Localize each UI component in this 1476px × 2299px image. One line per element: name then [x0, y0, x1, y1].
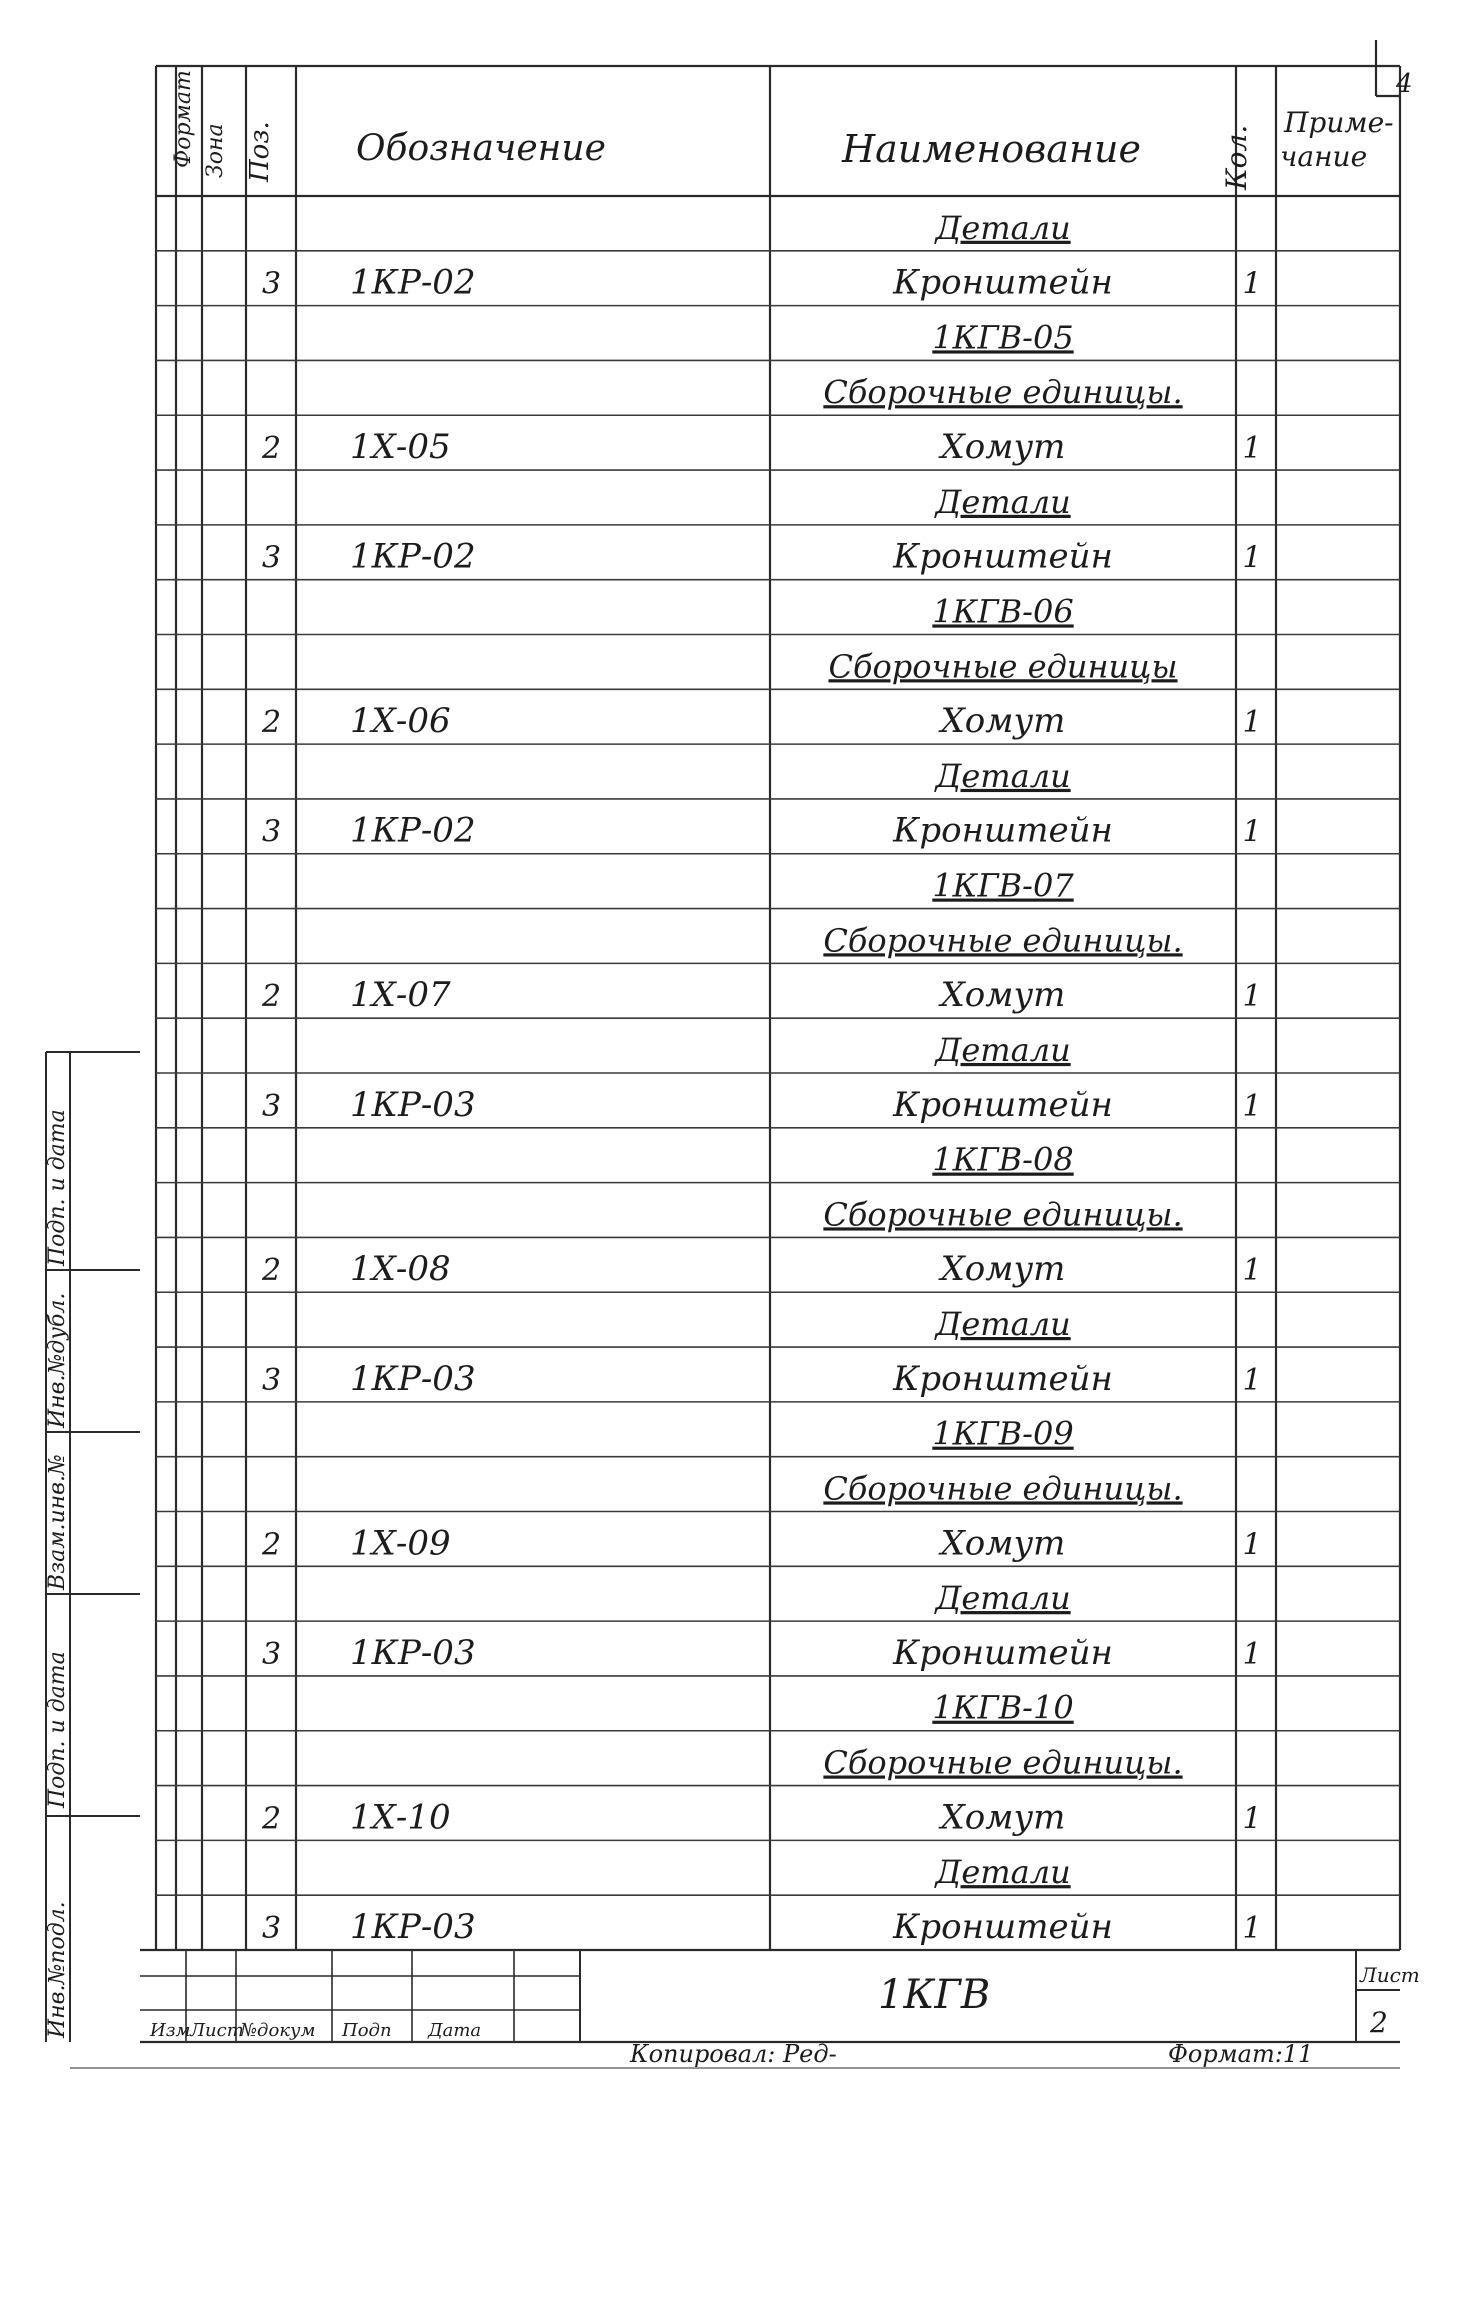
row-name: Кронштейн [893, 1632, 1113, 1673]
row-section-heading: Детали [935, 1853, 1071, 1892]
tb-col-sheet: Лист [190, 2020, 244, 2041]
title-block [140, 1950, 1420, 2042]
corner-sheet-number: 4 [1396, 69, 1413, 99]
row-designation: 1КР-03 [350, 1632, 476, 1673]
stamp-sign-date-1: Подп. и дата [45, 1651, 70, 1808]
row-section-heading: Сборочные единицы. [823, 373, 1183, 412]
header-zone: Зона [203, 123, 228, 178]
header-note-line2: чание [1280, 140, 1368, 173]
row-pos: 2 [262, 1253, 282, 1289]
tb-col-date: Дата [428, 2020, 482, 2041]
row-designation: 1КР-03 [350, 1906, 476, 1947]
row-qty: 1 [1242, 814, 1262, 850]
row-designation: 1Х-09 [350, 1523, 451, 1564]
row-section-heading: Детали [935, 1030, 1071, 1069]
header-qty: Кол. [1220, 124, 1253, 190]
row-pos: 2 [262, 979, 282, 1015]
row-pos: 3 [262, 540, 282, 576]
row-designation: 1Х-07 [350, 975, 451, 1016]
header-pos: Поз. [245, 121, 275, 182]
row-pos: 2 [262, 1527, 282, 1563]
row-name: Кронштейн [893, 262, 1113, 303]
row-designation: 1КР-02 [350, 810, 476, 851]
row-pos: 3 [262, 1636, 282, 1672]
tb-col-sign: Подп [342, 2020, 392, 2041]
tb-col-docnum: №докум [240, 2020, 316, 2041]
row-pos: 3 [262, 1088, 282, 1124]
row-designation: 1Х-08 [350, 1249, 451, 1290]
row-qty: 1 [1242, 1910, 1262, 1946]
row-designation: 1КР-02 [350, 262, 476, 303]
row-name: Кронштейн [893, 810, 1113, 851]
row-section-heading: Сборочные единицы. [823, 921, 1183, 960]
row-qty: 1 [1242, 1801, 1262, 1837]
row-section-heading: Сборочные единицы. [823, 1195, 1183, 1234]
row-section-heading: Сборочные единицы. [823, 1743, 1183, 1782]
row-qty: 1 [1242, 705, 1262, 741]
stamp-inv-original: Инв.№подл. [45, 1901, 70, 2038]
header-note-line1: Приме- [1284, 106, 1394, 139]
row-name: Хомут [940, 1523, 1066, 1564]
row-section-heading: Детали [935, 1305, 1071, 1344]
row-section-heading: Детали [935, 756, 1071, 795]
footer-format: Формат:11 [1168, 2040, 1314, 2068]
sheet-number: 2 [1370, 2006, 1388, 2039]
header-designation: Обозначение [356, 128, 606, 169]
row-qty: 1 [1242, 431, 1262, 467]
stamp-inv-duplicate: Инв.№дубл. [45, 1292, 70, 1428]
row-name: Кронштейн [893, 536, 1113, 577]
row-pos: 3 [262, 1362, 282, 1398]
side-stamp [45, 1052, 140, 2042]
row-section-heading: Сборочные единицы. [823, 1469, 1183, 1508]
header-name: Наименование [842, 127, 1141, 171]
row-designation: 1Х-05 [350, 427, 451, 468]
row-section-heading: 1КГВ-06 [932, 592, 1074, 631]
row-designation: 1Х-06 [350, 701, 451, 742]
row-name: Кронштейн [893, 1084, 1113, 1125]
row-qty: 1 [1242, 540, 1262, 576]
document-code: 1КГВ [878, 1972, 991, 2018]
row-pos: 2 [262, 705, 282, 741]
row-pos: 2 [262, 1801, 282, 1837]
row-pos: 3 [262, 814, 282, 850]
row-designation: 1КР-03 [350, 1358, 476, 1399]
row-name: Хомут [940, 1797, 1066, 1838]
header-format: Формат [171, 70, 196, 168]
row-pos: 3 [262, 1910, 282, 1946]
footer-copied: Копировал: Ред- [630, 2040, 837, 2068]
row-qty: 1 [1242, 266, 1262, 302]
row-designation: 1КР-03 [350, 1084, 476, 1125]
row-qty: 1 [1242, 1636, 1262, 1672]
row-name: Хомут [940, 1249, 1066, 1290]
row-designation: 1КР-02 [350, 536, 476, 577]
row-section-heading: 1КГВ-09 [932, 1414, 1074, 1453]
stamp-sign-date-2: Подп. и дата [45, 1109, 70, 1266]
row-name: Кронштейн [893, 1906, 1113, 1947]
sheet-label: Лист [1360, 1963, 1420, 1987]
row-name: Хомут [940, 427, 1066, 468]
row-name: Хомут [940, 975, 1066, 1016]
row-section-heading: 1КГВ-08 [932, 1140, 1074, 1179]
row-section-heading: Детали [935, 1579, 1071, 1618]
row-qty: 1 [1242, 1362, 1262, 1398]
row-qty: 1 [1242, 1253, 1262, 1289]
row-pos: 3 [262, 266, 282, 302]
row-grid [156, 251, 1400, 1950]
row-section-heading: 1КГВ-05 [932, 318, 1074, 357]
row-section-heading: Детали [935, 208, 1071, 247]
stamp-replaces-inv: Взам.инв.№ [45, 1454, 70, 1590]
table-grid [156, 40, 1400, 1950]
row-qty: 1 [1242, 979, 1262, 1015]
row-section-heading: 1КГВ-07 [932, 866, 1074, 905]
row-section-heading: 1КГВ-10 [932, 1688, 1074, 1727]
row-qty: 1 [1242, 1088, 1262, 1124]
row-section-heading: Детали [935, 482, 1071, 521]
tb-col-change: Изм [150, 2020, 191, 2041]
row-name: Хомут [940, 701, 1066, 742]
row-name: Кронштейн [893, 1358, 1113, 1399]
row-section-heading: Сборочные единицы [828, 647, 1178, 686]
row-designation: 1Х-10 [350, 1797, 451, 1838]
row-pos: 2 [262, 431, 282, 467]
row-qty: 1 [1242, 1527, 1262, 1563]
